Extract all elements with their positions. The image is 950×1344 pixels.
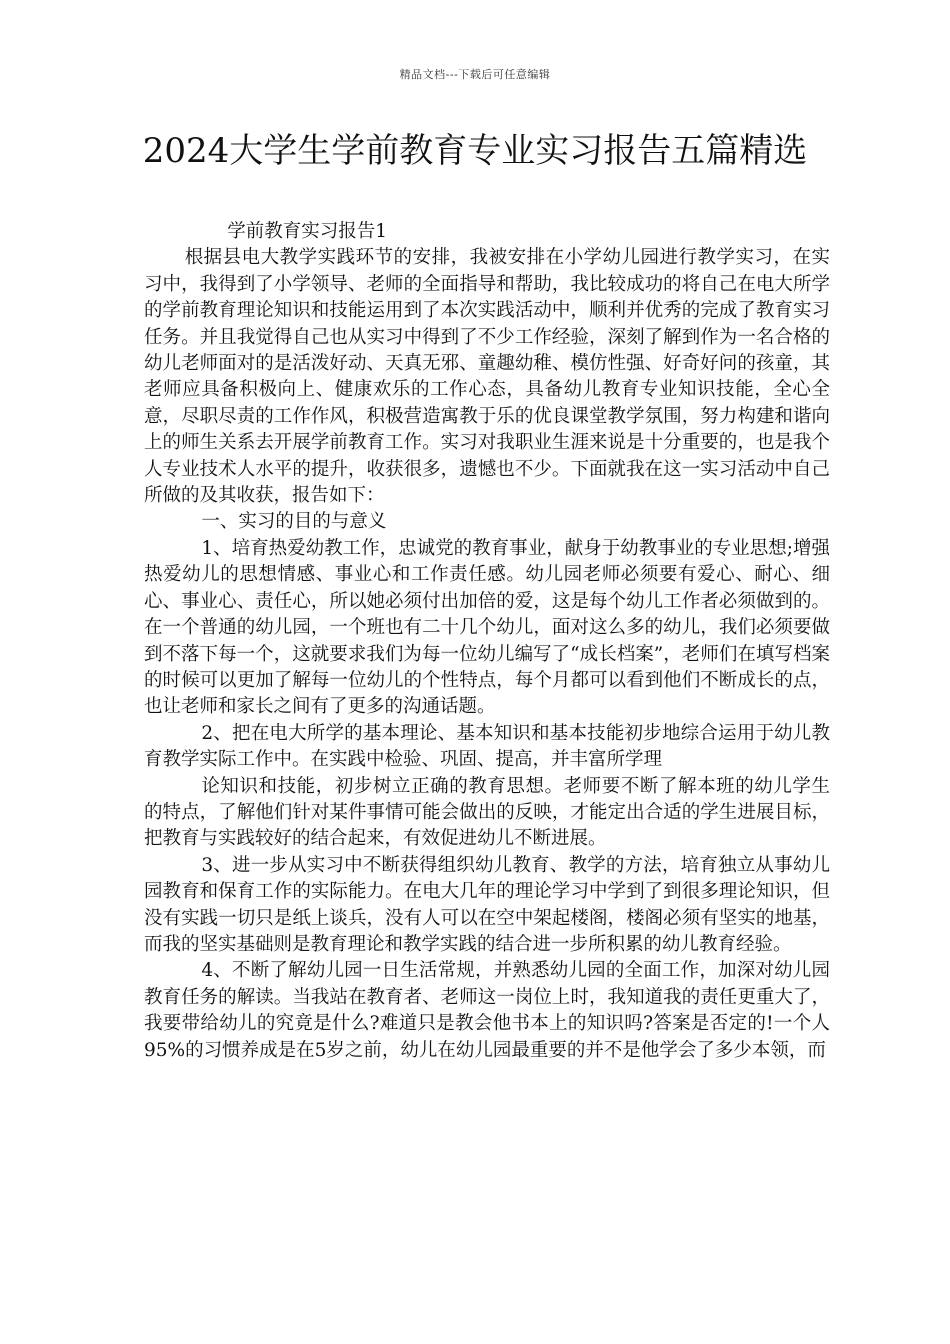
section-heading-purpose: 一、实习的目的与意义: [201, 511, 387, 533]
document-title: 2024大学生学前教育专业实习报告五篇精选: [142, 131, 808, 171]
paragraph-point-3: 3、进一步从实习中不断获得组织幼儿教育、教学的方法，培育独立从事幼儿园教育和保育工作的实际能力。在电大几年的理论学习中学到了到很多理论知识，但没有实践一切只是纸上谈兵，没有人可以在空中架起楼阁，楼阁必须有坚实的地基，而我的坚实基础则是教育理论和教学实践的结合进一步所积累的幼儿教育经验。: [144, 854, 830, 955]
page-header-note: 精品文档---下载后可任意编辑: [399, 68, 551, 81]
paragraph-point-4: 4、不断了解幼儿园一日生活常规，并熟悉幼儿园的全面工作，加深对幼儿园教育任务的解读。当我站在教育者、老师这一岗位上时，我知道我的责任更重大了，我要带给幼儿的究竟是什么?难道只是教会他书本上的知识吗?答案是否定的!一个人95%的习惯养成是在5岁之前，幼儿在幼儿园最重要的并不是他学会了多少本领，而: [144, 960, 830, 1061]
report-subheading: 学前教育实习报告1: [227, 221, 388, 242]
paragraph-intro: 根据县电大教学实践环节的安排，我被安排在小学幼儿园进行教学实习，在实习中，我得到了小学领导、老师的全面指导和帮助，我比较成功的将自己在电大所学的学前教育理论知识和技能运用到了本次实践活动中，顺利并优秀的完成了教育实习任务。并且我觉得自己也从实习中得到了不少工作经验，深刻了解到作为一名合格的幼儿老师面对的是活泼好动、天真无邪、童趣幼稚、模仿性强、好奇好问的孩童，其老师应具备积极向上、健康欢乐的工作心态，具备幼儿教育专业知识技能，全心全意，尽职尽责的工作作风，积极营造寓教于乐的优良课堂教学氛围，努力构建和谐向上的师生关系去开展学前教育工作。实习对我职业生涯来说是十分重要的，也是我个人专业技术人水平的提升，收获很多，遗憾也不少。下面就我在这一实习活动中自己所做的及其收获，报告如下：: [144, 247, 830, 507]
paragraph-point-2: 2、把在电大所学的基本理论、基本知识和基本技能初步地综合运用于幼儿教育教学实际工作中。在实践中检验、巩固、提高，并丰富所学理: [144, 722, 830, 771]
document-body: [144, 219, 830, 1064]
paragraph-point-2-continued: 论知识和技能，初步树立正确的教育思想。老师要不断了解本班的幼儿学生的特点，了解他们针对某件事情可能会做出的反映，才能定出合适的学生进展目标，把教育与实践较好的结合起来，有效促进幼儿不断进展。: [144, 775, 830, 850]
paragraph-point-1: 1、培育热爱幼教工作，忠诚党的教育事业，献身于幼教事业的专业思想;增强热爱幼儿的思想情感、事业心和工作责任感。幼儿园老师必须要有爱心、耐心、细心、事业心、责任心，所以她必须付出加倍的爱，这是每个幼儿工作者必须做到的。在一个普通的幼儿园，一个班也有二十几个幼儿，面对这么多的幼儿，我们必须要做到不落下每一个，这就要求我们为每一位幼儿编写了“成长档案”，老师们在填写档案的时候可以更加了解每一位幼儿的个性特点，每个月都可以看到他们不断成长的点，也让老师和家长之间有了更多的沟通话题。: [144, 537, 830, 718]
